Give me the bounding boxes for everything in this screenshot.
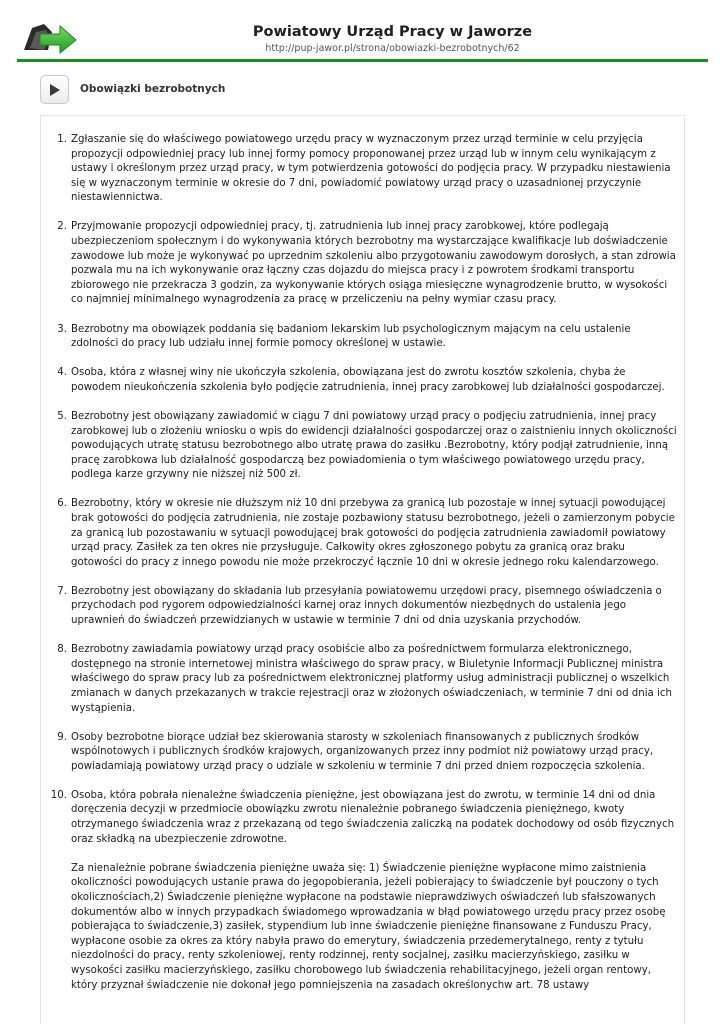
- list-item: [50, 731, 678, 775]
- item-text-continued: Za nienależnie pobrane świadczenia pieniężne uważa się: 1) Świadczenie pieniężne wypłacone mimo zaistnienia okoliczności powodujących ustanie prawa do jegopobierania, jeżeli pobierający to świadczenie był pouczony o tych okolicznościach,2) Świadczenie pieniężne wypłacone na podstawie nieprawdziwych oświadczeń lub sfałszowanych dokumentów albo w innych przypadkach świadomego wprowadzania w błąd powiatowego urzędu pracy przez osobę pobierająca to świadczenie,3) zasiłek, stypendium lub inne świadczenie pieniężne finansowane z Funduszu Pracy, wypłacone osobie za okres za który nabyła prawo do emerytury, świadczenia przedemerytalnego, renty z tytułu niezdolności do pracy, renty szkoleniowej, renty rodzinnej, renty socjalnej, zasiłku macierzyńskiego, zasiłku w wysokości zasiłku macierzyńskiego, zasiłku chorobowego lub świadczenia rehabilitacyjnego, jeżeli organ rentowy, który przyznał świadczenie nie dokonał jego pomniejszenia na zasadach określonychw art. 78 ustawy: [71, 862, 666, 991]
- list-item: [50, 220, 678, 308]
- item-number: 2.: [57, 221, 67, 233]
- list-item: [50, 410, 678, 483]
- page-header: [0, 0, 725, 64]
- item-text: Osoba, która pobrała nienależne świadczenia pieniężne, jest obowiązana jest do zwrotu, w terminie 14 dni od dnia doręczenia decyzji w przedmiocie obowiązku zwrotu nienależnie pobranego świadczenia pieniężnego, kwoty otrzymanego świadczenia wraz z przekazaną od tego świadczenia zaliczką na podatek dochodowy od osób fizycznych oraz składką na ubezpieczenie zdrowotne.: [71, 789, 675, 845]
- list-item: [50, 497, 678, 570]
- page-url[interactable]: http://pup-jawor.pl/strona/obowiazki-bezrobotnych/62: [265, 43, 520, 54]
- item-text: Osoba, która z własnej winy nie ukończyła szkolenia, obowiązana jest do zwrotu kosztów szkolenia, chyba że powodem nieukończenia szkolenia było podjęcie zatrudnienia, innej pracy zarobkowej lub działalności gospodarczej.: [71, 367, 665, 393]
- item-text: Osoby bezrobotne biorące udział bez skierowania starosty w szkoleniach finansowanych z publicznych środków wspólnotowych i publicznych środków krajowych, organizowanych przez inny podmiot niż powiatowy urząd pracy, powiadamiają powiatowy urząd pracy o udziale w szkoleniu w terminie 7 dni przed dniem rozpoczęcia szkolenia.: [71, 731, 654, 772]
- item-number: 10.: [50, 789, 67, 801]
- item-text: Bezrobotny ma obowiązek poddania się badaniom lekarskim lub psychologicznym mającym na celu ustalenie zdolności do pracy lub udziału innej formie pomocy określonej w ustawie.: [71, 323, 631, 350]
- section-header: [40, 75, 680, 105]
- section-title: Obowiązki bezrobotnych: [80, 83, 226, 95]
- item-text: Zgłaszanie się do właściwego powiatowego urzędu pracy w wyznaczonym przez urząd terminie w celu przyjęcia propozycji odpowiedniej pracy lub innej formy pomocy proponowanej przez urząd lub w innym celu wynikającym z ustawy i określonym przez urząd pracy, w tym potwierdzenia gotowości do podjęcia pracy. W przypadku niestawienia się w wyznaczonym terminie w okresie do 7 dni, powiadomić powiatowy urząd pracy o uzasadnionej przyczynie niestawiennictwa.: [71, 134, 671, 204]
- item-number: 9.: [57, 731, 67, 743]
- header-divider: [17, 59, 708, 62]
- item-number: 6.: [57, 498, 67, 510]
- item-number: 5.: [57, 410, 67, 422]
- item-text: Bezrobotny, który w okresie nie dłuższym niż 10 dni przebywa za granicą lub pozostaje w innej sytuacji powodującej brak gotowości do podjęcia zatrudnienia, nie zostaje pozbawiony statusu bezrobotnego, jeżeli o zamierzonym pobycie za granicą lub pozostawaniu w sytuacji powodującej brak gotowości do podjęcia zatrudnienia zawiadomił powiatowy urząd pracy. Zasiłek za ten okres nie przysługuje. Całkowity okres zgłoszonego pobytu za granicą oraz braku gotowości do pracy z innego powodu nie może przekroczyć łącznie 10 dni w okresie jednego roku kalendarzowego.: [71, 498, 675, 568]
- list-item: [50, 643, 678, 716]
- item-number: 3.: [57, 323, 67, 335]
- item-number: 1.: [57, 134, 67, 145]
- list-item: [50, 133, 678, 206]
- list-item: [50, 789, 678, 993]
- list-item: [50, 585, 678, 629]
- item-number: 4.: [57, 367, 67, 379]
- play-arrow-icon: [49, 83, 61, 97]
- logo-icon: [22, 20, 78, 56]
- section-arrow-button[interactable]: [40, 75, 69, 104]
- item-number: 7.: [57, 585, 67, 597]
- item-text: Bezrobotny jest obowiązany do składania lub przesyłania powiatowemu urzędowi pracy, pisemnego oświadczenia o przychodach pod rygorem odpowiedzialności karnej oraz innych dokumentów niezbędnych do ustalenia jego uprawnień do świadczeń przewidzianych w ustawie w terminie 7 dni od dnia uzyskania przychodów.: [71, 585, 662, 627]
- item-number: 8.: [57, 644, 67, 656]
- duties-list: [50, 133, 678, 1008]
- item-text: Bezrobotny zawiadamia powiatowy urząd pracy osobiście albo za pośrednictwem formularza elektronicznego, dostępnego na stronie internetowej ministra właściwego do spraw pracy, w Biuletynie Informacji Publicznej ministra właściwego do spraw pracy lub za pośrednictwem elektronicznej platformy usług administracji publicznej o wszelkich zmianach w danych przekazanych w trakcie rejestracji oraz w złożonych oświadczeniach, w terminie 7 dni od dnia ich wystąpienia.: [71, 644, 672, 714]
- item-text: Przyjmowanie propozycji odpowiedniej pracy, tj. zatrudnienia lub innej pracy zarobkowej, które podlegają ubezpieczeniom społecznym i do wykonywania których bezrobotny ma wystarczające kwalifikacje lub doświadczenie zawodowe lub może je wykonywać po uprzednim szkoleniu albo przygotowaniu zawodowym dorosłych, a stan zdrowia pozwala mu na ich wykonywanie oraz łączny czas dojazdu do miejsca pracy i z powrotem środkami transportu zbiorowego nie przekracza 3 godzin, za wykonywanie których osiąga miesięczne wynagrodzenie brutto, w wysokości co najmniej minimalnego wynagrodzenia za pracę w przeliczeniu na pełny wymiar czasu pracy.: [71, 221, 676, 306]
- list-item: [50, 366, 678, 395]
- site-title: Powiatowy Urząd Pracy w Jaworze: [252, 24, 533, 40]
- list-item: [50, 323, 678, 352]
- logo[interactable]: [22, 20, 78, 56]
- item-text: Bezrobotny jest obowiązany zawiadomić w ciągu 7 dni powiatowy urząd pracy o podjęciu zatrudnienia, innej pracy zarobkowej lub o złożeniu wniosku o wpis do ewidencji działalności gospodarczej oraz o zaistnieniu innych okoliczności powodujących utratę statusu bezrobotnego albo utratę prawa do zasiłku .Bezrobotny, który podjął zatrudnienie, inną pracę zarobkowa lub działalność gospodarczą bez powiadomienia o tym właściwego powiatowego urzędu pracy, podlega karze grzywny nie niższej niż 500 zł.: [71, 410, 677, 481]
